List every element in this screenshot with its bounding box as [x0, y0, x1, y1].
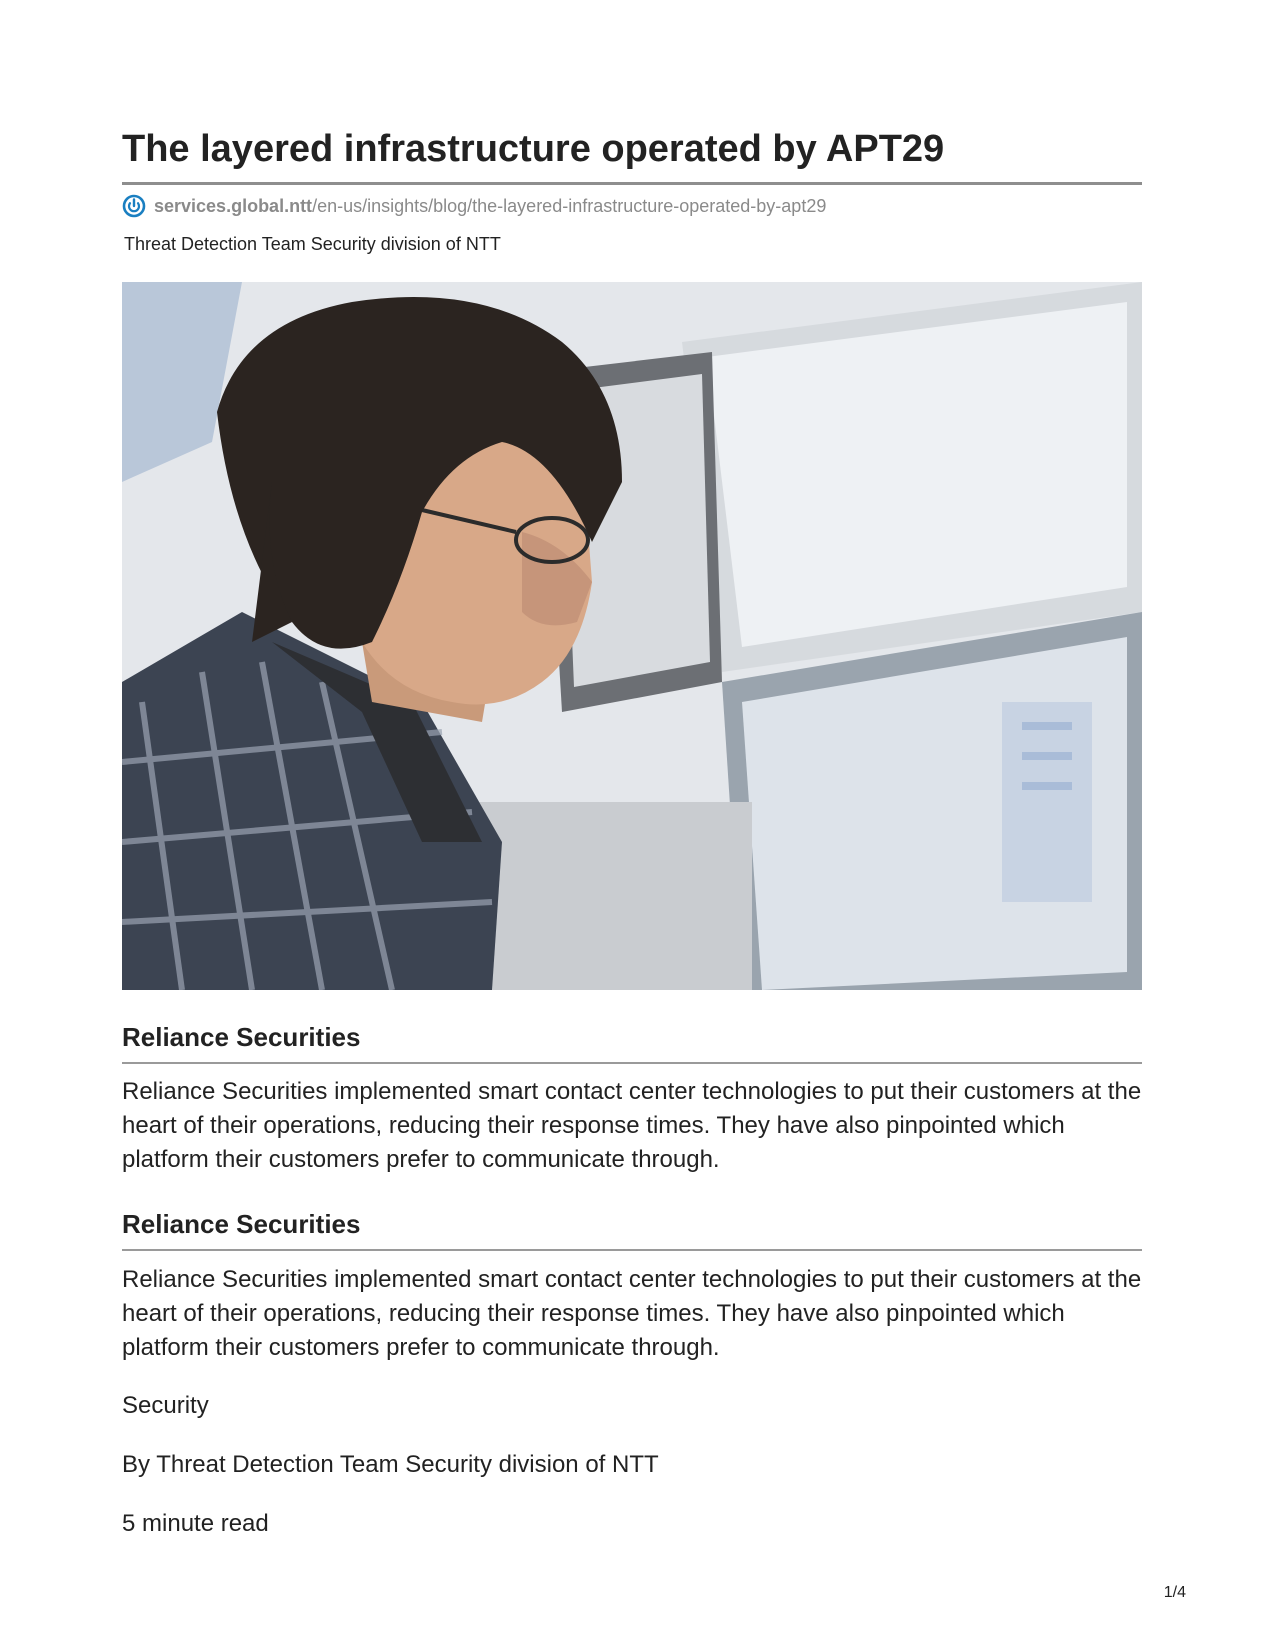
photo-analyst-at-monitors-icon — [122, 282, 1142, 990]
section-divider — [122, 1249, 1142, 1251]
page-number: 1/4 — [1163, 1584, 1186, 1601]
page-title: The layered infrastructure operated by APT29 — [122, 128, 945, 170]
source-path: /en-us/insights/blog/the-layered-infrastructure-operated-by-apt29 — [312, 195, 827, 216]
source-link[interactable] — [122, 193, 826, 219]
byline: By Threat Detection Team Security division of NTT — [122, 1451, 659, 1478]
author-line: Threat Detection Team Security division of NTT — [124, 234, 501, 254]
section-paragraph: Reliance Securities implemented smart contact center technologies to put their customers at the heart of their operations, reducing their response times. They have also pinpointed which platform their customers prefer to communicate through. — [122, 1078, 1142, 1173]
hero-image — [122, 282, 1142, 990]
section-heading: Reliance Securities — [122, 1209, 361, 1239]
section-heading: Reliance Securities — [122, 1022, 361, 1052]
section-paragraph: Reliance Securities implemented smart contact center technologies to put their customers at the heart of their operations, reducing their response times. They have also pinpointed which platform their customers prefer to communicate through. — [122, 1266, 1142, 1361]
title-divider — [122, 182, 1142, 185]
ntt-logo-icon — [122, 194, 146, 218]
category-label: Security — [122, 1392, 209, 1419]
read-time: 5 minute read — [122, 1510, 269, 1537]
section-divider — [122, 1062, 1142, 1064]
source-domain: services.global.ntt — [154, 195, 313, 216]
